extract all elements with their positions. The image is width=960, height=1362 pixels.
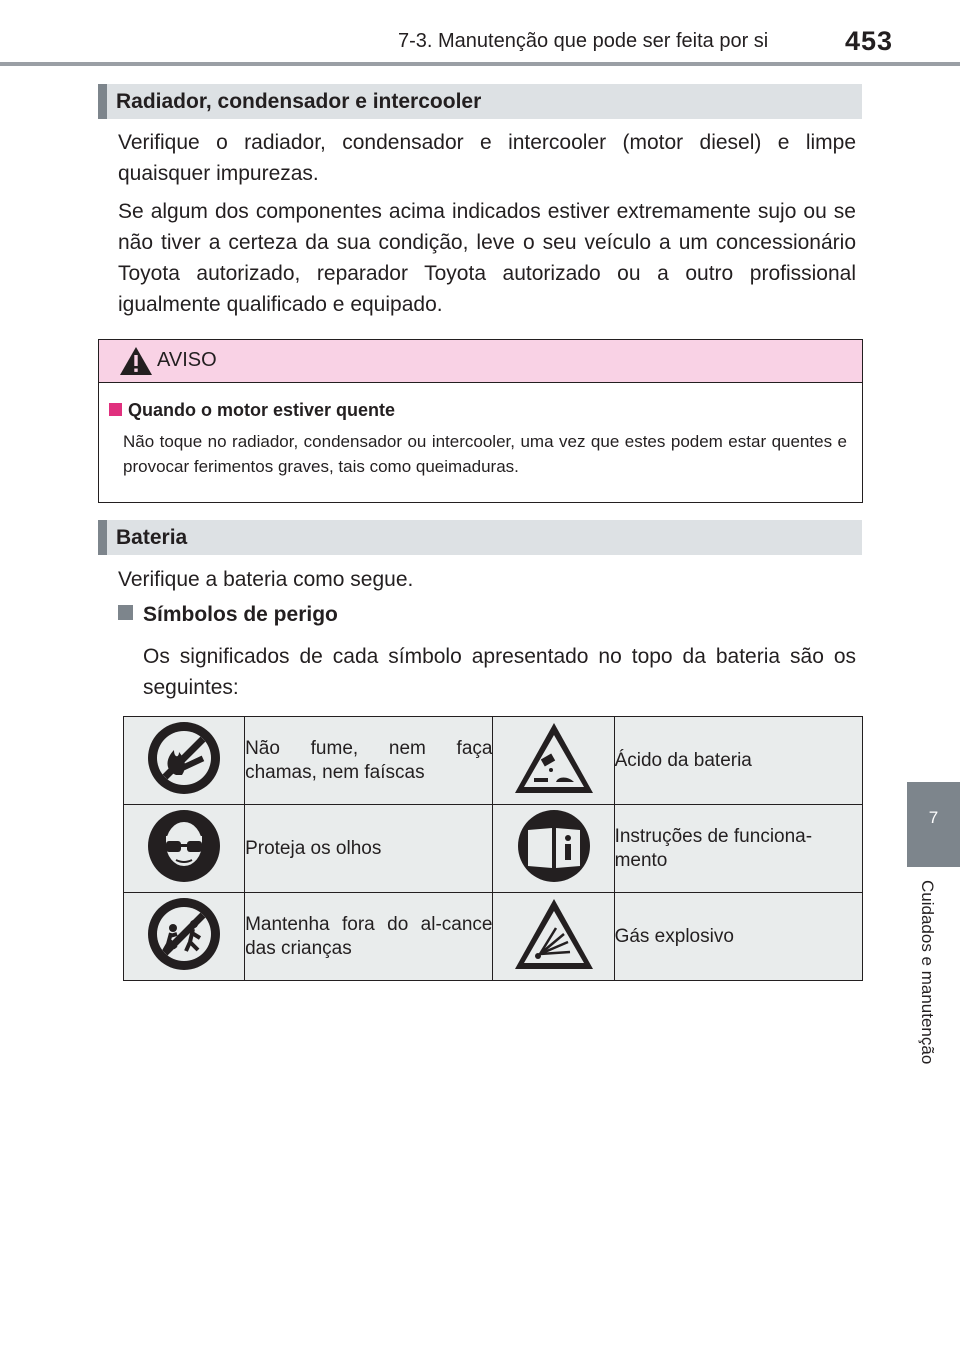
section-heading-battery: Bateria xyxy=(98,520,862,555)
explosive-gas-icon xyxy=(512,896,596,977)
header-title: 7-3. Manutenção que pode ser feita por si xyxy=(398,30,769,52)
battery-intro: Verifique a bateria como segue. xyxy=(118,568,414,591)
table-row xyxy=(124,717,863,805)
chapter-label: Cuidados e manutenção xyxy=(918,880,937,1065)
table-row xyxy=(124,805,863,893)
page-number: 453 xyxy=(845,26,894,56)
icon-cell xyxy=(124,717,245,805)
warning-text: Não toque no radiador, condensador ou intercooler, uma vez que estes podem estar quentes e provocar ferimentos graves, tais como queimaduras. xyxy=(123,432,847,476)
warning-header xyxy=(99,340,862,383)
warning-box xyxy=(98,339,863,503)
no-smoking-flames-icon xyxy=(146,720,222,801)
icon-cell xyxy=(493,893,614,981)
symbol-meaning-right: Ácido da bateria xyxy=(614,717,862,805)
header-rule xyxy=(0,62,960,66)
chapter-number: 7 xyxy=(928,808,939,827)
radiator-paragraph-2: Se algum dos componentes acima indicados estiver extremamente sujo ou se não tiver a certeza da sua condição, leve o seu veículo a um concessionário Toyota autorizado, reparador Toyota autorizado ou a outro profissional igualmente qualificado e equipado. xyxy=(118,200,856,316)
battery-acid-icon xyxy=(512,720,596,801)
keep-away-children-icon xyxy=(146,896,222,977)
section-heading-radiator: Radiador, condensador e intercooler xyxy=(98,84,862,119)
pink-square-bullet-icon xyxy=(109,403,122,416)
warning-subheading xyxy=(109,400,395,421)
danger-symbols-subheading xyxy=(118,603,338,627)
danger-symbols-subheading-text: Símbolos de perigo xyxy=(143,603,338,626)
warning-triangle-icon xyxy=(119,346,153,381)
symbol-meaning-left: Não fume, nem faça chamas, nem faíscas xyxy=(245,717,493,805)
icon-cell xyxy=(493,717,614,805)
warning-label: AVISO xyxy=(157,349,217,371)
eye-protection-icon xyxy=(146,808,222,889)
icon-cell xyxy=(124,805,245,893)
symbol-meaning-left: Proteja os olhos xyxy=(245,805,493,893)
icon-cell xyxy=(493,805,614,893)
radiator-paragraph-1: Verifique o radiador, condensador e intercooler (motor diesel) e limpe quaisquer impurezas. xyxy=(118,131,856,185)
chapter-tab xyxy=(907,782,960,867)
symbol-meaning-left: Mantenha fora do al-cance das crianças xyxy=(245,893,493,981)
warning-subheading-text: Quando o motor estiver quente xyxy=(128,400,396,420)
table-row xyxy=(124,893,863,981)
gray-square-bullet-icon xyxy=(118,605,133,620)
icon-cell xyxy=(124,893,245,981)
danger-symbols-table xyxy=(123,716,863,981)
danger-symbols-description: Os significados de cada símbolo apresentado no topo da bateria são os seguintes: xyxy=(143,645,856,699)
operating-instructions-icon xyxy=(516,808,592,889)
symbol-meaning-right: Instruções de funciona-mento xyxy=(614,805,862,893)
symbol-meaning-right: Gás explosivo xyxy=(614,893,862,981)
